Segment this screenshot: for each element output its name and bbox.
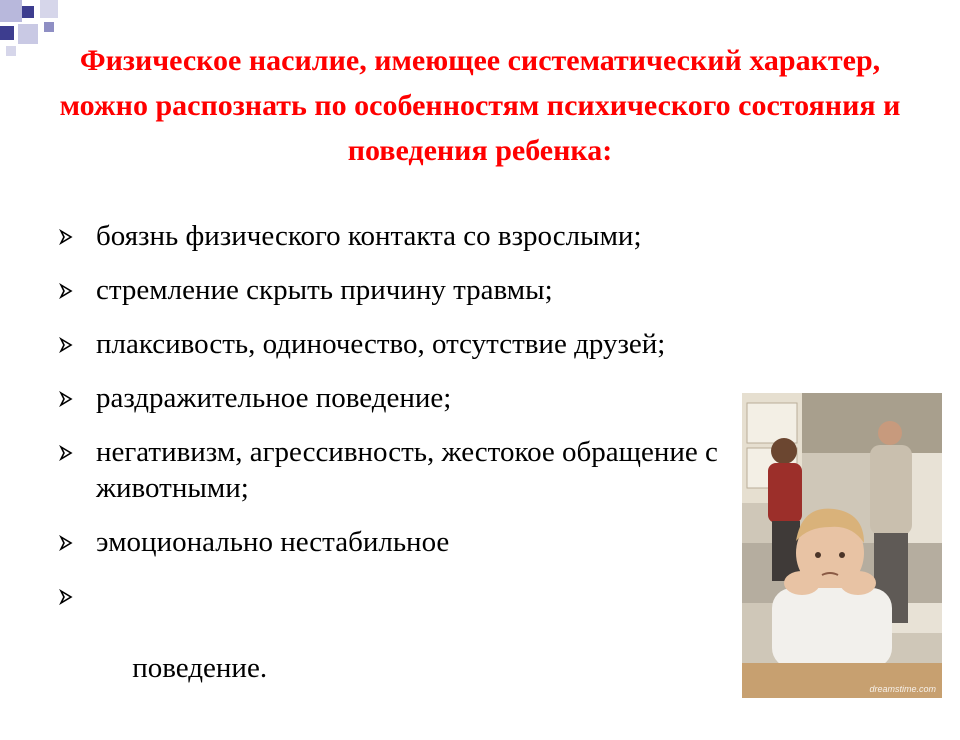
bullet-text: плаксивость, одиночество, отсутствие друзей; [96,328,666,360]
watermark-text: dreamstime.com [869,684,936,694]
list-item [58,380,818,416]
chevron-bullet-icon [58,337,74,353]
chevron-bullet-icon [58,535,74,551]
illustration-photo [742,393,942,698]
slide-title: Физическое насилие, имеющее систематический характер, можно распознать по особенностям психического состояния и поведения ребенка: [59,44,901,167]
list-item [58,578,818,722]
list-item [58,218,818,254]
list-item [58,434,818,506]
bullet-text: боязнь физического контакта со взрослыми; [96,220,642,252]
list-item [58,272,818,308]
bullet-text: поведение. [125,652,268,684]
bullet-text: негативизм, агрессивность, жестокое обращение с животными; [96,436,718,504]
chevron-bullet-icon [58,589,74,605]
list-item [58,326,818,362]
bullet-text: эмоционально нестабильное [96,526,450,558]
bullet-text: раздражительное поведение; [96,382,452,414]
bullet-text: стремление скрыть причину травмы; [96,274,553,306]
bullet-list [58,218,818,740]
chevron-bullet-icon [58,229,74,245]
list-item [58,524,818,560]
chevron-bullet-icon [58,283,74,299]
photo-scene [742,393,942,698]
chevron-bullet-icon [58,445,74,461]
chevron-bullet-icon [58,391,74,407]
